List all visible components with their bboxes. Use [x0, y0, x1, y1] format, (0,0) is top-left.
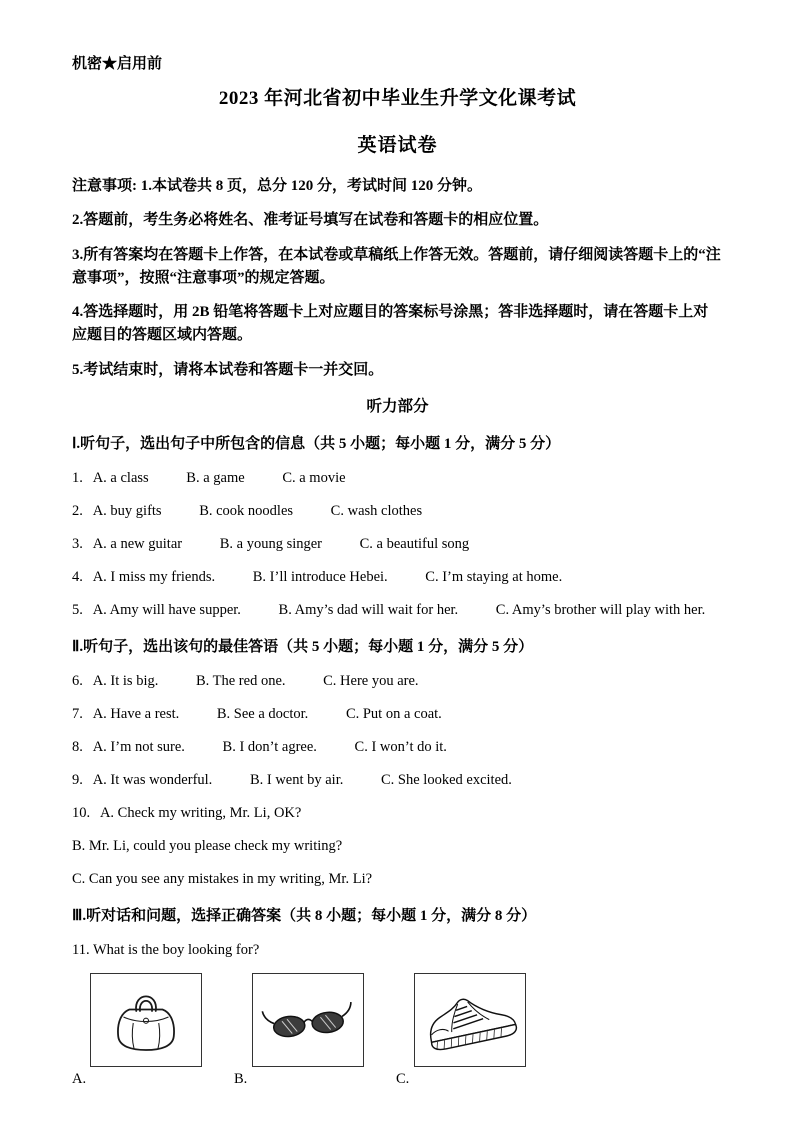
image-option-label-a: A.	[72, 1070, 87, 1087]
option-c: C. a movie	[282, 469, 346, 486]
option-a: A. a new guitar	[92, 535, 183, 552]
question-10-line-a	[72, 805, 723, 822]
sneaker-icon	[417, 981, 523, 1058]
question-7	[72, 706, 723, 723]
question-10-line-b	[72, 838, 723, 855]
option-a: A. buy gifts	[92, 502, 162, 519]
question-8	[72, 739, 723, 756]
option-b: B. Mr. Li, could you please check my writing?	[72, 837, 343, 854]
question-1	[72, 470, 723, 487]
answer-box-b	[252, 973, 364, 1067]
question-4	[72, 569, 723, 586]
notice-5: 5.考试结束时，请将本试卷和答题卡一并交回。	[72, 361, 384, 378]
question-number: 2.	[72, 502, 83, 519]
question-11-image-options	[72, 973, 723, 1088]
exam-title: 2023 年河北省初中毕业生升学文化课考试	[218, 88, 577, 109]
question-number: 6.	[72, 672, 83, 689]
question-5	[72, 602, 723, 619]
image-option-c	[396, 973, 526, 1088]
option-c: C. Here you are.	[323, 672, 419, 689]
option-a: A. It is big.	[92, 672, 159, 689]
answer-box-c	[414, 973, 526, 1067]
option-b: B. I don’t agree.	[222, 738, 317, 755]
option-b: B. The red one.	[195, 672, 286, 689]
question-3	[72, 536, 723, 553]
question-number: 7.	[72, 705, 83, 722]
option-c: C. a beautiful song	[359, 535, 470, 552]
option-b: B. a game	[186, 469, 245, 486]
section-3-header: Ⅲ.听对话和问题，选择正确答案（共 8 小题；每小题 1 分，满分 8 分）	[72, 907, 537, 924]
option-c: C. I won’t do it.	[354, 738, 447, 755]
notice-4: 4.答选择题时，用 2B 铅笔将答题卡上对应题目的答案标号涂黑；答非选择题时，请在答题卡上对应题目的答题区域内答题。	[72, 304, 709, 344]
question-number: 10.	[72, 804, 91, 821]
question-9	[72, 772, 723, 789]
option-a: A. a class	[92, 469, 149, 486]
notice-1: 注意事项: 1.本试卷共 8 页，总分 120 分，考试时间 120 分钟。	[72, 178, 482, 194]
classification-label: 机密★启用前	[72, 56, 163, 72]
option-b: B. I went by air.	[249, 771, 344, 788]
option-b: B. cook noodles	[199, 502, 294, 519]
image-option-label-c: C.	[396, 1070, 410, 1087]
option-a: A. I’m not sure.	[92, 738, 185, 755]
option-a: A. Have a rest.	[92, 705, 180, 722]
question-number: 4.	[72, 568, 83, 585]
section-1-header: Ⅰ.听句子，选出句子中所包含的信息（共 5 小题；每小题 1 分，满分 5 分）	[72, 435, 561, 452]
question-number: 9.	[72, 771, 83, 788]
image-option-label-b: B.	[234, 1070, 248, 1087]
question-number: 8.	[72, 738, 83, 755]
listening-part-title: 听力部分	[366, 397, 429, 415]
option-b: B. a young singer	[219, 535, 323, 552]
option-c: C. She looked excited.	[381, 771, 512, 788]
handbag-icon	[108, 984, 184, 1056]
image-option-b	[234, 973, 364, 1088]
option-b: B. See a doctor.	[216, 705, 309, 722]
option-c: C. Amy’s brother will play with her.	[495, 601, 706, 618]
question-number: 1.	[72, 469, 83, 486]
sunglasses-icon	[257, 991, 359, 1049]
option-a: A. Amy will have supper.	[92, 601, 241, 618]
option-a: A. Check my writing, Mr. Li, OK?	[99, 804, 302, 821]
answer-box-a	[90, 973, 202, 1067]
question-11-text: 11. What is the boy looking for?	[72, 941, 260, 958]
option-a: A. It was wonderful.	[92, 771, 213, 788]
notice-2: 2.答题前，考生务必将姓名、准考证号填写在试卷和答题卡的相应位置。	[72, 212, 549, 229]
notice-3: 3.所有答案均在答题卡上作答，在本试卷或草稿纸上作答无效。答题前，请仔细阅读答题卡上的“注意事项”，按照“注意事项”的规定答题。	[72, 246, 721, 286]
question-2	[72, 503, 723, 520]
question-6	[72, 673, 723, 690]
exam-subtitle: 英语试卷	[357, 135, 438, 156]
option-c: C. I’m staying at home.	[425, 568, 563, 585]
question-10-line-c	[72, 871, 723, 888]
option-b: B. I’ll introduce Hebei.	[252, 568, 388, 585]
question-number: 5.	[72, 601, 83, 618]
section-2-header: Ⅱ.听句子，选出该句的最佳答语（共 5 小题；每小题 1 分，满分 5 分）	[72, 638, 534, 655]
option-c: C. Put on a coat.	[345, 705, 442, 722]
option-c: C. wash clothes	[330, 502, 423, 519]
question-number: 3.	[72, 535, 83, 552]
option-b: B. Amy’s dad will wait for her.	[278, 601, 459, 618]
image-option-a	[72, 973, 202, 1088]
option-c: C. Can you see any mistakes in my writing, Mr. Li?	[72, 870, 373, 887]
option-a: A. I miss my friends.	[92, 568, 216, 585]
